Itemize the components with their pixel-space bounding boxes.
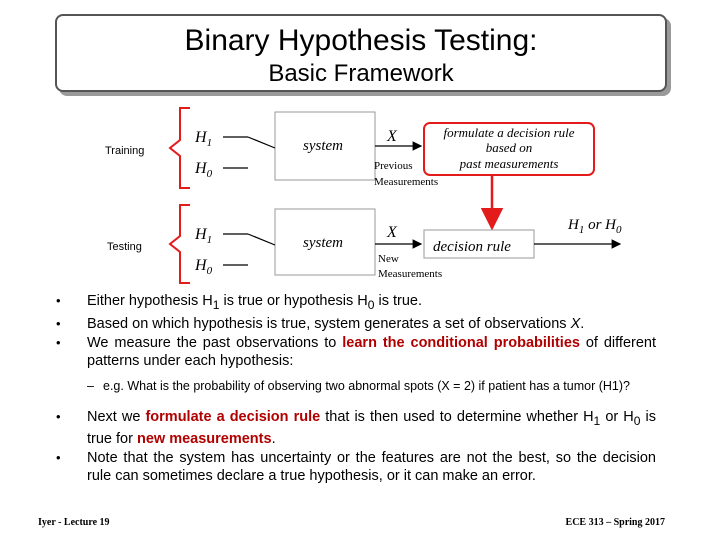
formulate-line3: past measurements <box>459 156 559 171</box>
bullet-dot: • <box>56 334 61 350</box>
bullet-4: • Next we formulate a decision rule that is then used to determine whether $H_1$ or $H_0$ is true for new measurements. <box>56 408 656 447</box>
formulate-line2: based on <box>485 140 533 155</box>
bullet-5: • Note that the system has uncertainty or the features are not the best, so the decision rule can sometimes declare a true hypothesis, or it can make an error. <box>56 449 656 484</box>
slide-subtitle: Basic Framework <box>268 60 454 87</box>
bullet-dot: • <box>56 449 61 465</box>
bullet-dot: • <box>56 408 61 424</box>
title-box <box>55 14 667 92</box>
previous-measurements-label: Measurements <box>374 176 439 188</box>
footer-lecture: Iyer - Lecture 19 <box>38 517 110 528</box>
training-brace <box>170 108 190 188</box>
formulate-line1: formulate a decision rule <box>443 125 575 140</box>
sub-bullet-example: – e.g. What is the probability of observing two abnormal spots (X = 2) if patient has a tumor (H1)? <box>87 378 630 393</box>
training-h1: $H_1$ <box>195 129 213 149</box>
decision-rule-label: decision rule <box>433 239 511 255</box>
testing-brace <box>170 205 190 283</box>
testing-system-label: system <box>303 235 343 251</box>
previous-label: Previous <box>374 160 413 172</box>
sub-bullet-dash: – <box>87 378 94 393</box>
footer-course: ECE 313 – Spring 2017 <box>565 517 665 528</box>
bullet-2: • Based on which hypothesis is true, system generates a set of observations X. <box>56 315 585 332</box>
output-label: $H_1$ or $H_0$ <box>568 217 622 236</box>
bullet-1: • Either hypothesis $H_1$ is true or hypothesis $H_0$ is true. <box>56 293 423 312</box>
slide-title: Binary Hypothesis Testing: <box>184 24 538 57</box>
bullet-3: • We measure the past observations to learn the conditional probabilities of different patterns under each hypothesis: <box>56 334 657 369</box>
bullet-dot: • <box>56 315 61 331</box>
training-x: X <box>387 128 397 145</box>
training-label: Training <box>105 145 145 157</box>
testing-h1: $H_1$ <box>195 226 213 246</box>
testing-label: Testing <box>107 241 142 253</box>
new-measurements-label: Measurements <box>378 268 443 280</box>
training-system-label: system <box>303 138 343 154</box>
new-label: New <box>378 253 399 265</box>
training-h0: $H_0$ <box>195 160 213 180</box>
testing-x: X <box>387 224 397 241</box>
bullet-dot: • <box>56 293 61 308</box>
testing-h0: $H_0$ <box>195 257 213 277</box>
framework-diagram <box>0 95 720 285</box>
bullet-list <box>56 292 656 486</box>
